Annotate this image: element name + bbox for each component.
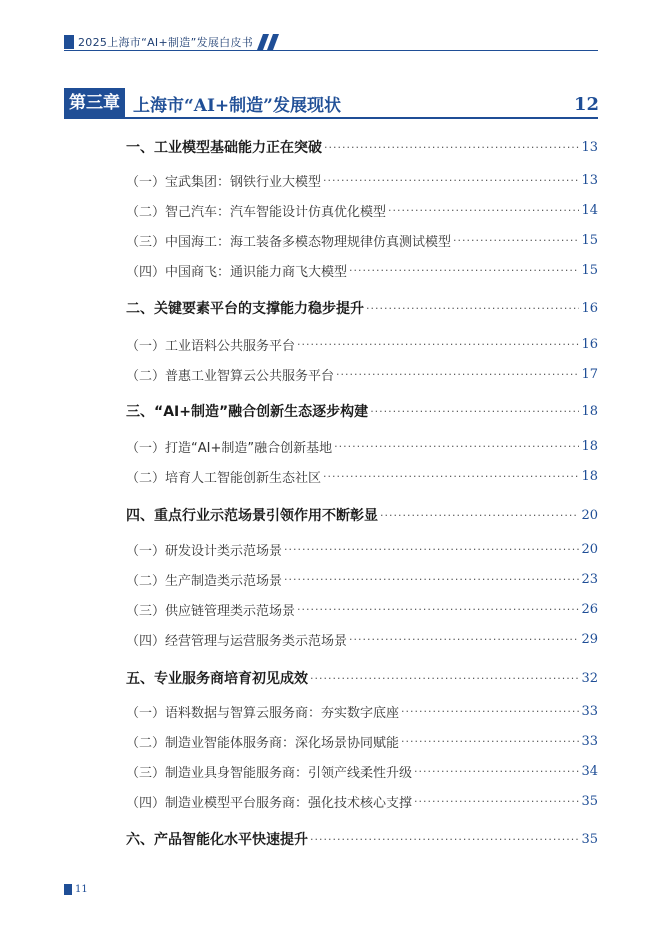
toc-subsection-entry[interactable] <box>126 539 598 559</box>
toc-entry-label: （四）经营管理与运营服务类示范场景 <box>126 633 348 649</box>
toc-entry-label: 五、专业服务商培育初见成效 <box>126 671 308 687</box>
chapter-page-number[interactable]: 12 <box>573 94 599 115</box>
toc-entry-label: （一）工业语料公共服务平台 <box>126 338 296 354</box>
toc-subsection-entry[interactable] <box>126 230 598 250</box>
toc-dot-leader <box>336 368 579 381</box>
toc-page-number: 20 <box>581 541 598 557</box>
toc-dot-leader <box>297 603 579 616</box>
toc-subsection-entry[interactable] <box>126 569 598 589</box>
toc-entry-label: （三）中国海工：海工装备多模态物理规律仿真测试模型 <box>126 234 452 250</box>
toc-entry-label: （三）制造业具身智能服务商：引领产线柔性升级 <box>126 765 413 781</box>
toc-entry-label: （二）培育人工智能创新生态社区 <box>126 470 322 486</box>
toc-page-number: 13 <box>581 172 598 188</box>
toc-dot-leader <box>349 264 579 277</box>
toc-subsection-entry[interactable] <box>126 466 598 486</box>
running-header <box>64 33 283 51</box>
toc-page-number: 26 <box>581 601 598 617</box>
toc-subsection-entry[interactable] <box>126 791 598 811</box>
toc-section-entry[interactable] <box>126 401 598 421</box>
toc-page-number: 16 <box>581 336 598 352</box>
toc-dot-leader <box>310 833 579 846</box>
toc-section-entry[interactable] <box>126 505 598 525</box>
toc-section-entry[interactable] <box>126 668 598 688</box>
toc-dot-leader <box>324 141 579 154</box>
toc-entry-label: （二）生产制造类示范场景 <box>126 573 283 589</box>
toc-entry-label: （一）打造“AI+制造”融合创新基地 <box>126 440 333 456</box>
toc-dot-leader <box>453 234 579 247</box>
toc-dot-leader <box>401 735 579 748</box>
toc-page-number: 14 <box>581 202 598 218</box>
toc-entry-label: 六、产品智能化水平快速提升 <box>126 832 308 848</box>
toc-page-number: 32 <box>581 670 598 686</box>
toc-dot-leader <box>334 440 579 453</box>
toc-page-number: 18 <box>581 438 598 454</box>
toc-subsection-entry[interactable] <box>126 761 598 781</box>
chapter-label: 第三章 <box>64 88 125 118</box>
toc-page-number: 35 <box>581 793 598 809</box>
toc-page-number: 15 <box>581 232 598 248</box>
toc-dot-leader <box>401 705 579 718</box>
toc-subsection-entry[interactable] <box>126 436 598 456</box>
toc-dot-leader <box>366 302 579 315</box>
toc-subsection-entry[interactable] <box>126 701 598 721</box>
toc-entry-label: 三、“AI+制造”融合创新生态逐步构建 <box>126 404 369 420</box>
toc-section-entry[interactable] <box>126 829 598 849</box>
toc-subsection-entry[interactable] <box>126 200 598 220</box>
toc-page-number: 33 <box>581 733 598 749</box>
toc-dot-leader <box>349 633 579 646</box>
toc-page-number: 34 <box>581 763 598 779</box>
toc-entry-label: （四）制造业模型平台服务商：强化技术核心支撑 <box>126 795 413 811</box>
toc-page-number: 18 <box>581 403 598 419</box>
toc-entry-label: （三）供应链管理类示范场景 <box>126 603 296 619</box>
toc-dot-leader <box>414 795 579 808</box>
toc-entry-label: 二、关键要素平台的支撑能力稳步提升 <box>126 301 364 317</box>
toc-dot-leader <box>297 338 579 351</box>
toc-section-entry[interactable] <box>126 298 598 318</box>
toc-page-number: 13 <box>581 139 598 155</box>
toc-dot-leader <box>284 573 579 586</box>
toc-entry-label: （二）制造业智能体服务商：深化场景协同赋能 <box>126 735 400 751</box>
chapter-heading <box>64 88 599 118</box>
toc-subsection-entry[interactable] <box>126 599 598 619</box>
toc-entry-label: （一）研发设计类示范场景 <box>126 543 283 559</box>
toc-dot-leader <box>310 672 579 685</box>
header-rule <box>64 50 598 51</box>
toc-entry-label: （二）普惠工业智算云公共服务平台 <box>126 368 335 384</box>
toc-page-number: 23 <box>581 571 598 587</box>
toc-page-number: 33 <box>581 703 598 719</box>
toc-entry-label: （二）智己汽车：汽车智能设计仿真优化模型 <box>126 204 387 220</box>
toc-section-entry[interactable] <box>126 137 598 157</box>
toc-subsection-entry[interactable] <box>126 364 598 384</box>
toc-dot-leader <box>323 174 579 187</box>
chapter-rule <box>64 117 598 119</box>
footer-page-number: 11 <box>75 884 88 895</box>
toc-page-number: 18 <box>581 468 598 484</box>
toc-dot-leader <box>284 543 579 556</box>
toc-subsection-entry[interactable] <box>126 629 598 649</box>
toc-dot-leader <box>323 470 579 483</box>
toc-subsection-entry[interactable] <box>126 731 598 751</box>
toc-entry-label: （四）中国商飞：通识能力商飞大模型 <box>126 264 348 280</box>
header-slash-icon <box>257 34 283 50</box>
toc-page-number: 15 <box>581 262 598 278</box>
toc-entry-label: （一）宝武集团：钢铁行业大模型 <box>126 174 322 190</box>
chapter-title: 上海市“AI+制造”发展现状 <box>133 95 341 116</box>
toc-dot-leader <box>380 509 579 522</box>
toc-page-number: 20 <box>581 507 598 523</box>
header-title: 2025上海市“AI+制造”发展白皮书 <box>78 36 254 49</box>
toc-page-number: 16 <box>581 300 598 316</box>
toc-page-number: 35 <box>581 831 598 847</box>
footer-square-icon <box>64 884 72 895</box>
toc-subsection-entry[interactable] <box>126 260 598 280</box>
page-footer <box>64 884 88 895</box>
toc-dot-leader <box>388 204 579 217</box>
toc-subsection-entry[interactable] <box>126 170 598 190</box>
toc-entry-label: 一、工业模型基础能力正在突破 <box>126 140 322 156</box>
toc-entry-label: 四、重点行业示范场景引领作用不断彰显 <box>126 508 378 524</box>
toc-dot-leader <box>414 765 579 778</box>
toc-page-number: 17 <box>581 366 598 382</box>
toc-entry-label: （一）语料数据与智算云服务商：夯实数字底座 <box>126 705 400 721</box>
toc-page-number: 29 <box>581 631 598 647</box>
toc-subsection-entry[interactable] <box>126 334 598 354</box>
toc-dot-leader <box>370 405 579 418</box>
header-square-icon <box>64 35 74 49</box>
